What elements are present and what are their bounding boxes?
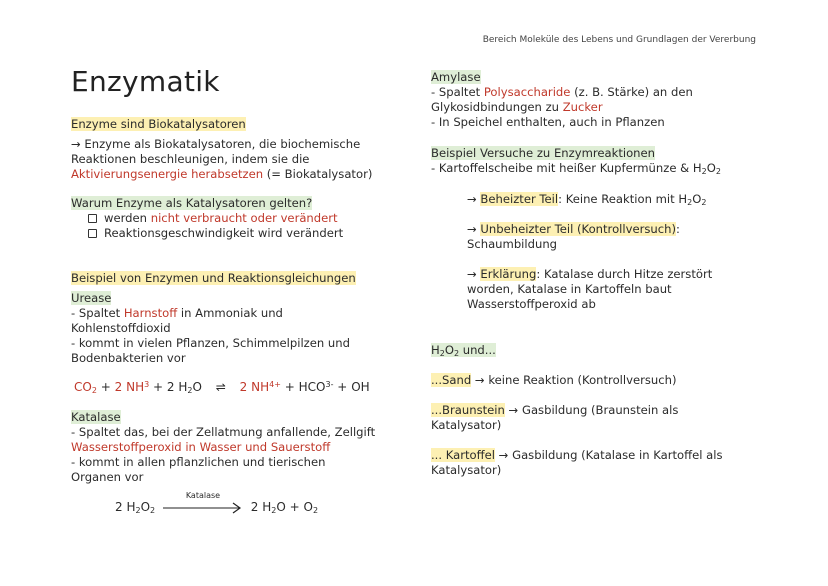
text-line: Kohlenstoffdioxid bbox=[71, 321, 171, 335]
text: in Ammoniak und bbox=[177, 306, 283, 320]
eq-sub: 2 bbox=[715, 167, 721, 176]
text: Reaktionsgeschwindigkeit wird verändert bbox=[104, 226, 344, 240]
text: - Spaltet bbox=[71, 306, 124, 320]
checkbox-icon bbox=[88, 229, 97, 238]
subsection-heading: Urease bbox=[71, 291, 112, 305]
eq-plus: + bbox=[100, 380, 111, 394]
katalase-equation bbox=[115, 490, 319, 515]
label: ...Sand bbox=[431, 373, 472, 387]
eq-sub: 2 bbox=[701, 167, 707, 176]
eq-term: OH bbox=[351, 380, 370, 394]
biokatalysatoren-text bbox=[71, 137, 372, 182]
text: O bbox=[444, 343, 454, 357]
text-line: - kommt in allen pflanzlichen und tierischen bbox=[71, 455, 326, 469]
text: Glykosidbindungen zu bbox=[431, 100, 563, 114]
urease-equation bbox=[74, 380, 370, 395]
text: → Gasbildung (Katalase in Kartoffel als bbox=[495, 448, 723, 462]
arrow-icon bbox=[163, 501, 243, 515]
red-text: Aktivierungsenergie herabsetzen bbox=[71, 167, 264, 181]
text-line: - Spaltet das, bei der Zellatmung anfallende, Zellgift bbox=[71, 425, 376, 439]
text-line: Katalysator) bbox=[431, 463, 502, 477]
text-line: Katalysator) bbox=[431, 418, 502, 432]
arrow-icon: → bbox=[467, 222, 481, 236]
eq-term: O bbox=[140, 500, 151, 514]
eq-sup: 4+ bbox=[269, 380, 281, 389]
eq-sup: 3 bbox=[144, 380, 150, 389]
eq-sub: 2 bbox=[687, 198, 693, 207]
eq-term: 2 H bbox=[250, 500, 272, 514]
eq-term: CO bbox=[74, 380, 92, 394]
eq-sub: 2 bbox=[91, 386, 97, 395]
text-line: Bodenbakterien vor bbox=[71, 351, 186, 365]
text-line: Wasserstoffperoxid ab bbox=[467, 297, 596, 311]
eq-sub: 2 bbox=[701, 198, 707, 207]
text: werden bbox=[104, 211, 151, 225]
label: Beheizter Teil bbox=[480, 192, 559, 206]
eq-term: 2 NH bbox=[114, 380, 145, 394]
header-note: Bereich Moleküle des Lebens und Grundlagen der Vererbung bbox=[482, 35, 756, 45]
eq-term: HCO bbox=[298, 380, 326, 394]
reaction-arrow bbox=[163, 490, 243, 515]
text: - Kartoffelscheibe mit heißer Kupfermünze & H bbox=[431, 161, 702, 175]
text-line: Reaktionen beschleunigen, indem sie die bbox=[71, 152, 310, 166]
text-line: Organen vor bbox=[71, 470, 144, 484]
text: O bbox=[692, 192, 702, 206]
text: und... bbox=[459, 343, 496, 357]
text: : Katalase durch Hitze zerstört bbox=[536, 267, 713, 281]
label: Erklärung bbox=[480, 267, 537, 281]
text: O bbox=[706, 161, 716, 175]
section-amylase bbox=[431, 70, 693, 130]
eq-sub: 2 bbox=[439, 349, 445, 358]
red-text: Polysaccharide bbox=[483, 85, 571, 99]
text: (= Biokatalysator) bbox=[263, 167, 373, 181]
section-katalase bbox=[71, 410, 375, 485]
section-biokatalysatoren bbox=[71, 117, 246, 132]
eq-sup: 3- bbox=[325, 380, 334, 389]
label: ...Braunstein bbox=[431, 403, 505, 417]
red-text: Wasserstoffperoxid in Wasser und Sauerstoff bbox=[71, 440, 331, 454]
arrow-label: Katalase bbox=[185, 490, 221, 500]
text: : Keine Reaktion mit H bbox=[558, 192, 688, 206]
section-heading: Enzyme sind Biokatalysatoren bbox=[71, 117, 246, 131]
label: Unbeheizter Teil (Kontrollversuch) bbox=[480, 222, 676, 236]
arrow-icon: → bbox=[467, 192, 481, 206]
eq-term: 2 H bbox=[115, 500, 136, 514]
section-warum bbox=[71, 196, 343, 241]
eq-sub: 2 bbox=[453, 349, 460, 358]
kartoffel-item bbox=[431, 448, 723, 478]
red-text: nicht verbraucht oder verändert bbox=[150, 211, 338, 225]
eq-sub: 2 bbox=[312, 506, 319, 515]
braunstein-item bbox=[431, 403, 678, 433]
equilibrium-icon: ⇌ bbox=[215, 380, 226, 394]
arrow-icon: → bbox=[467, 267, 481, 281]
red-text: Harnstoff bbox=[123, 306, 178, 320]
eq-plus: + bbox=[153, 380, 164, 394]
text: H bbox=[431, 343, 440, 357]
text: → Gasbildung (Braunstein als bbox=[504, 403, 679, 417]
section-versuche bbox=[431, 146, 721, 176]
label: ... Kartoffel bbox=[431, 448, 495, 462]
text: : bbox=[676, 222, 680, 236]
text-line: → Enzyme als Biokatalysatoren, die biochemische bbox=[71, 137, 361, 151]
beheizt-item bbox=[467, 192, 706, 207]
section-beispiele bbox=[71, 271, 356, 366]
section-heading: Beispiel von Enzymen und Reaktionsgleichungen bbox=[71, 271, 356, 285]
subsection-heading: Amylase bbox=[431, 70, 481, 84]
eq-sub: 2 bbox=[271, 506, 277, 515]
unbeheizt-item bbox=[467, 222, 680, 252]
eq-sub: 2 bbox=[135, 506, 141, 515]
subsection-heading: Beispiel Versuche zu Enzymreaktionen bbox=[431, 146, 656, 160]
eq-sub: 2 bbox=[187, 386, 193, 395]
subsection-heading: Katalase bbox=[71, 410, 121, 424]
h2o2-heading bbox=[431, 343, 496, 358]
eq-plus: + bbox=[337, 380, 348, 394]
eq-term: 2 NH bbox=[239, 380, 270, 394]
red-text: Zucker bbox=[562, 100, 603, 114]
text: - Spaltet bbox=[431, 85, 484, 99]
text-line: - In Speichel enthalten, auch in Pflanzen bbox=[431, 115, 665, 129]
erklaerung-item bbox=[467, 267, 712, 312]
section-heading: Warum Enzyme als Katalysatoren gelten? bbox=[71, 196, 313, 210]
text-line: worden, Katalase in Kartoffeln baut bbox=[467, 282, 672, 296]
eq-term: 2 H bbox=[166, 380, 188, 394]
eq-sub: 2 bbox=[150, 506, 156, 515]
text: → keine Reaktion (Kontrollversuch) bbox=[471, 373, 677, 387]
text-line: Schaumbildung bbox=[467, 237, 558, 251]
text: (z. B. Stärke) an den bbox=[570, 85, 693, 99]
eq-plus: + bbox=[284, 380, 295, 394]
sand-item bbox=[431, 373, 677, 388]
checkbox-icon bbox=[88, 214, 97, 223]
text-line: - kommt in vielen Pflanzen, Schimmelpilzen und bbox=[71, 336, 350, 350]
page-title: Enzymatik bbox=[71, 65, 220, 98]
eq-term: O + O bbox=[276, 500, 313, 514]
eq-term: O bbox=[192, 380, 202, 394]
